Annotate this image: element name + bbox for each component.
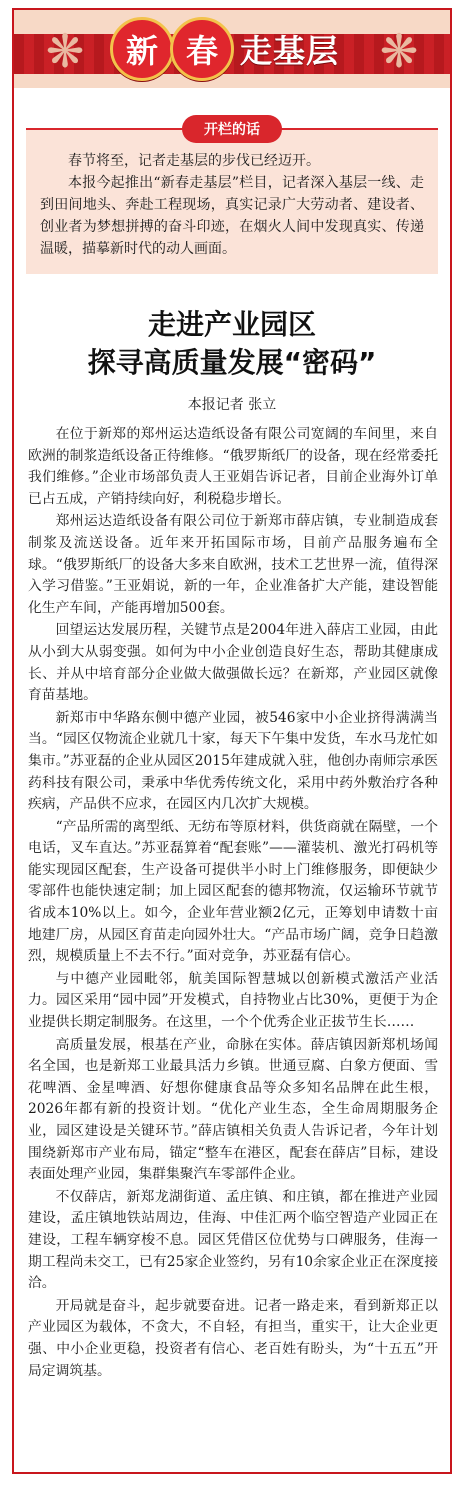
cloud-ornament-left-icon: ❋ [45, 24, 85, 78]
article-paragraph: 高质量发展，根基在产业，命脉在实体。薛店镇因新郑机场闻名全国，也是新郑工业最具活力乡镇。世通豆腐、白象方便面、雪花啤酒、金星啤酒、好想你健康食品等众多知名品牌在此生根，2026年都有新的投资计划。“优化产业生态，全生命周期服务企业，园区建设是关键环节。”薛店镇相关负责人告诉记者，今年计划围绕新郑市产业布局，锚定“整车在港区，配套在薛店”目标，建设表面处理产业园，集群集聚汽车零部件企业。 [28, 1036, 438, 1183]
editor-note-paragraph: 本报今起推出“新春走基层”栏目，记者深入基层一线、走到田间地头、奔赴工程现场，真实记录广大劳动者、建设者、创业者为梦想拼搏的奋斗印迹，在烟火人间中发现真实、传递温暖，描摹新时代的动人画面。 [40, 175, 424, 257]
article-headline [14, 306, 450, 382]
article-paragraph: 与中德产业园毗邻，航美国际智慧城以创新模式激活产业活力。园区采用“园中园”开发模式，自持物业占比30%，更便于为企业提供长期定制服务。在这里，一个个优秀企业正拔节生长…… [28, 970, 438, 1031]
column-banner [14, 10, 450, 88]
editor-note-tag: 开栏的话 [182, 115, 282, 143]
article-body [14, 414, 450, 1382]
editor-note [26, 122, 438, 274]
article-paragraph: 郑州运达造纸设备有限公司位于新郑市薛店镇，专业制造成套制浆及流送设备。近年来开拓国际市场，目前产品服务遍布全球。“俄罗斯纸厂的设备大多来自欧洲，技术工艺世界一流，值得深入学习借鉴。”王亚娟说，新的一年，企业准备扩大产能，建设智能化生产车间，产能再增加500套。 [28, 513, 438, 616]
cloud-ornament-right-icon: ❋ [379, 24, 419, 78]
article-paragraph: 开局就是奋斗，起步就要奋进。记者一路走来，看到新郑正以产业园区为载体，不贪大，不自轻，有担当，重实干，让大企业更强、中小企业更稳，投资者有信心、老百姓有盼头，为“十五五”开局定调筑基。 [28, 1297, 438, 1379]
banner-medal-xin: 新 [110, 17, 174, 81]
headline-line-2: 探寻高质量发展“密码” [87, 346, 377, 379]
banner-medal-chun: 春 [170, 17, 234, 81]
article-paragraph: 不仅薛店，新郑龙湖街道、孟庄镇、和庄镇，都在推进产业园建设，孟庄镇地铁站周边，佳海、中佳汇两个临空智造产业园正在建设，工程车辆穿梭不息。园区凭借区位优势与口碑服务，佳海一期工程尚未交工，已有25家企业签约，另有10余家企业正在深度接洽。 [28, 1188, 438, 1292]
article-paragraph: 新郑市中华路东侧中德产业园，被546家中小企业挤得满满当当。“园区仅物流企业就几十家，每天下午集中发货，车水马龙忙如集市。”苏亚磊的企业从园区2015年建成就入驻，他创办南师宗承医药科技有限公司，秉承中华优秀传统文化，采用中药外敷治疗各种疾病，产品供不应求，在园区内几次扩大规模。 [28, 709, 438, 813]
editor-note-paragraph: 春节将至，记者走基层的步伐已经迈开。 [68, 153, 320, 169]
banner-title-group [110, 16, 339, 82]
headline-line-1: 走进产业园区 [147, 308, 316, 341]
article-paragraph: 回望运达发展历程，关键节点是2004年进入薛店工业园，由此从小到大从弱变强。如何为中小企业创造良好生态，帮助其健康成长、并从中培育部分企业做大做强做长远？在新郑，产业园区就像育苗基地。 [28, 622, 438, 704]
article-paragraph: “产品所需的离型纸、无纺布等原材料，供货商就在隔壁，一个电话，叉车直达。”苏亚磊算着“配套账”——灌装机、激光打码机等能实现园区配套，生产设备可提供半小时上门维修服务，即便缺少零部件也能快速定制；加上园区配套的德邦物流，仅运输环节就节省成本10%以上。如今，企业年营业额2亿元，正筹划申请数十亩地建厂房，从园区育苗走向园外壮大。“产品市场广阔，竞争日趋激烈，规模质量上不去不行。”面对竞争，苏亚磊有信心。 [28, 818, 438, 965]
article-byline: 本报记者 张立 [187, 397, 277, 413]
editor-note-box [26, 128, 438, 274]
newspaper-page [12, 8, 452, 1474]
article-paragraph: 在位于新郑的郑州运达造纸设备有限公司宽阔的车间里，来自欧洲的制浆造纸设备正待维修。“俄罗斯纸厂的设备，现在经常委托我们维修。”企业市场部负责人王亚娟告诉记者，目前企业海外订单已占五成，产销持续向好，利税稳步增长。 [28, 426, 438, 507]
banner-title: 走基层 [240, 32, 340, 70]
